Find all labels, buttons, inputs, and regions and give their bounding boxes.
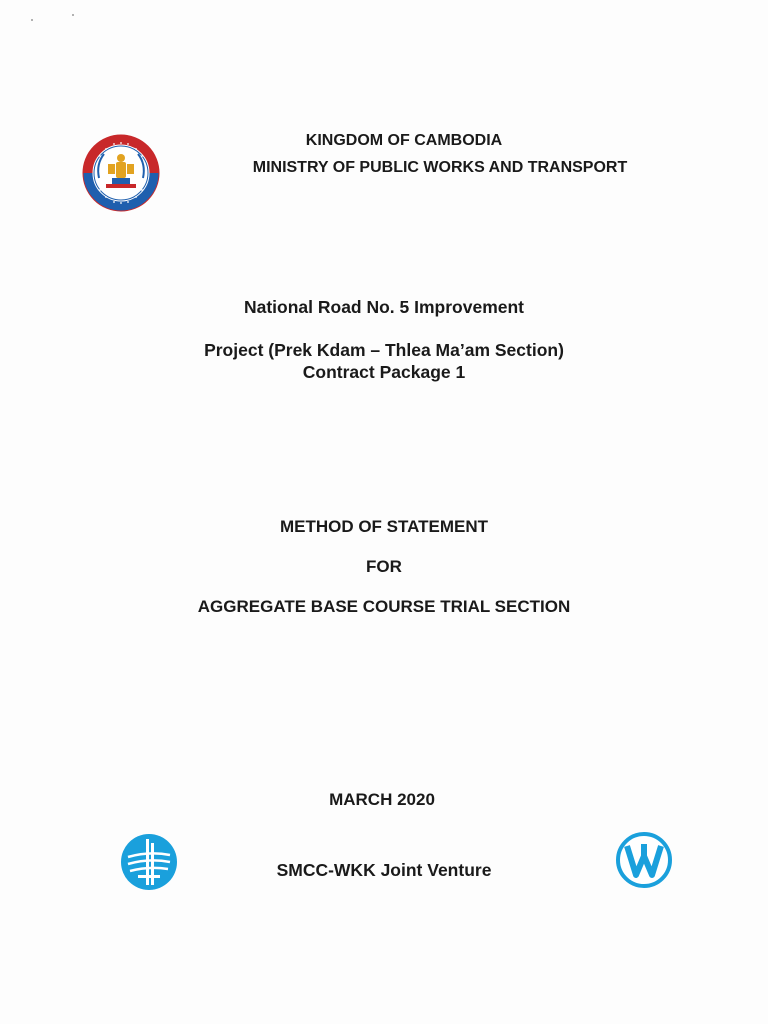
document-title-line-3: AGGREGATE BASE COURSE TRIAL SECTION <box>197 597 571 616</box>
project-title-line-3: Contract Package 1 <box>302 362 466 382</box>
scan-speck <box>72 14 74 16</box>
country-heading: KINGDOM OF CAMBODIA <box>305 132 503 149</box>
ministry-heading: MINISTRY OF PUBLIC WORKS AND TRANSPORT <box>252 159 628 176</box>
scan-speck <box>31 19 33 21</box>
company-name: SMCC-WKK Joint Venture <box>276 860 492 880</box>
document-title-line-2: FOR <box>366 557 402 576</box>
document-title-line-1: METHOD OF STATEMENT <box>279 517 489 536</box>
wkk-logo-icon <box>616 832 672 888</box>
project-title-line-2: Project (Prek Kdam – Thlea Ma’am Section) <box>204 340 564 360</box>
document-date: MARCH 2020 <box>329 790 435 809</box>
project-title-line-1: National Road No. 5 Improvement <box>243 297 525 317</box>
